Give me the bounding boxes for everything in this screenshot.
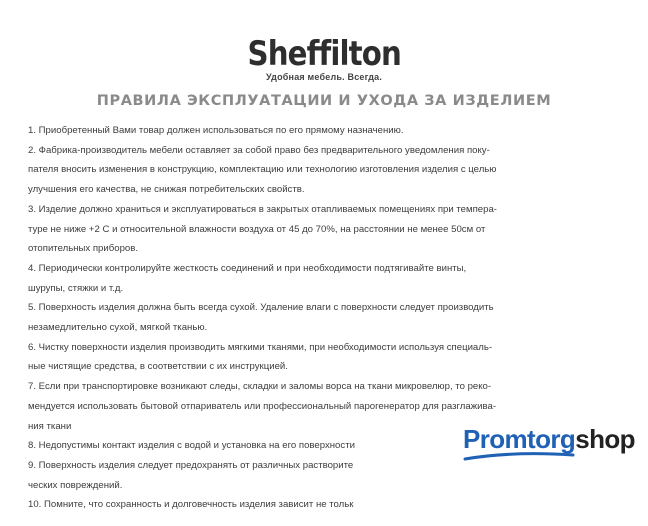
rule-line: ния ткани: [28, 420, 72, 432]
rule-line: шурупы, стяжки и т.д.: [28, 282, 124, 294]
document-title: ПРАВИЛА ЭКСПЛУАТАЦИИ И УХОДА ЗА ИЗДЕЛИЕМ: [96, 93, 552, 109]
rule-line: 10. Помните, что сохранность и долговечность изделия зависит не тольк: [28, 499, 354, 511]
rule-line: пателя вносить изменения в конструкцию, комплектацию или технологию изготовления изделия с целью: [28, 164, 497, 176]
rule-line: 3. Изделие должно храниться и эксплуатироваться в закрытых отапливаемых помещениях при темпера-: [28, 203, 498, 215]
rule-line: 1. Приобретенный Вами товар должен использоваться по его прямому назначению.: [28, 125, 404, 136]
rule-line: 7. Если при транспортировке возникают следы, складки и заломы ворса на ткани микровелюр, то реко-: [28, 381, 492, 393]
rule-line: ные чистящие средства, в соответствии с их инструкцией.: [28, 361, 288, 373]
rule-line: мендуется использовать бытовой отпариватель или профессиональный парогенератор для разглажива-: [28, 400, 497, 412]
brand-tagline: Удобная мебель. Всегда.: [265, 72, 383, 82]
watermark-part2: shop: [575, 424, 635, 454]
brand-header: [0, 36, 648, 82]
brand-logo: Sheffilton: [247, 34, 401, 74]
rule-line: туре не ниже +2 С и относительной влажности воздуха от 45 до 70%, на расстоянии не менее 50см от: [28, 223, 486, 235]
rule-line: 2. Фабрика-производитель мебели оставляет за собой право без предварительного уведомления поку-: [28, 144, 490, 156]
rule-line: 5. Поверхность изделия должна быть всегда сухой. Удаление влаги с поверхности следует производить: [28, 302, 494, 314]
rule-line: улучшения его качества, не снижая потребительских свойств.: [28, 184, 305, 196]
watermark-part1: Promtorg: [463, 424, 576, 454]
rule-line: ческих повреждений.: [28, 479, 123, 491]
rule-line: 9. Поверхность изделия следует предохранять от различных растворите: [28, 459, 354, 471]
swoosh-icon: [463, 450, 575, 462]
rule-line: отопительных приборов.: [28, 243, 139, 255]
rule-line: 6. Чистку поверхности изделия производить мягкими тканями, при необходимости используя специаль-: [28, 341, 493, 353]
rule-line: 4. Периодически контролируйте жесткость соединений и при необходимости подтягивайте винты,: [28, 262, 467, 274]
promtorgshop-watermark: [443, 416, 643, 472]
rule-line: 8. Недопустимы контакт изделия с водой и установка на его поверхности: [28, 440, 355, 452]
rule-line: незамедлительно сухой, мягкой тканью.: [28, 322, 208, 334]
